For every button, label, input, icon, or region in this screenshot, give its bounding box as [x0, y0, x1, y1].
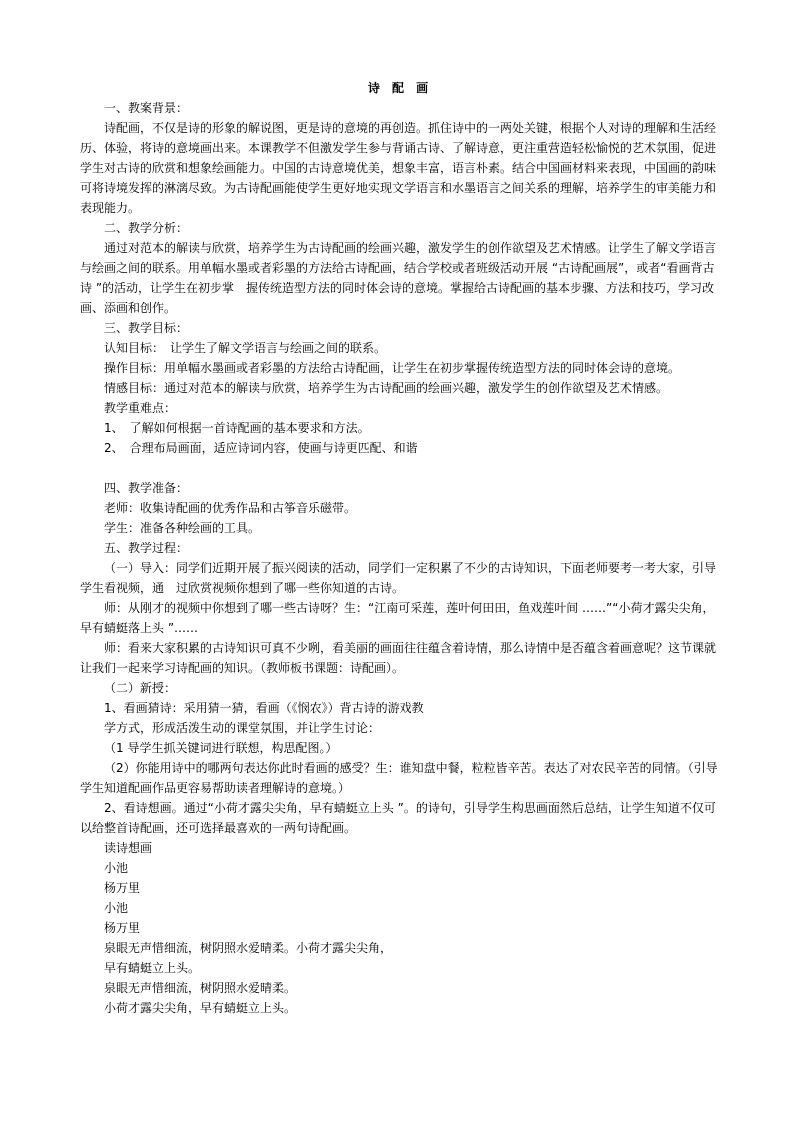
- doc-paragraph: 二、教学分析：: [104, 221, 189, 235]
- doc-paragraph: 杨万里: [104, 881, 141, 895]
- doc-paragraph: 教学重难点：: [104, 401, 177, 415]
- doc-paragraph: 诗配画，不仅是诗的形象的解说图，更是诗的意境的再创造。抓住诗中的一两处关键，根据个人对诗的理解和生活经历、体验，将诗的意境画出来。本课教学不但激发学生参与背诵古诗、了解诗意，更注重营造轻松愉悦的艺术氛围，促进学生对古诗的欣赏和想象绘画能力。中国的古诗意境优美，想象丰富，语言朴素。结合中国画材料来表现，中国画的韵味可将诗境发挥的淋漓尽致。为古诗配画能使学生更好地实现文学语言和水墨语言之间关系的理解，培养学生的审美能力和表现能力。: [80, 121, 717, 215]
- doc-paragraph: 2、看诗想画。通过“小荷才露尖尖角，早有蜻蜓立上头 ”。的诗句，引导学生构思画面然后总结，让学生知道不仅可以给整首诗配画，还可选择最喜欢的一两句诗配画。: [80, 801, 716, 835]
- doc-paragraph: 小池: [104, 861, 129, 875]
- document-page: [80, 78, 720, 1018]
- doc-paragraph: 2、 合理布局画面，适应诗词内容，使画与诗更匹配、和谐: [104, 441, 418, 455]
- doc-paragraph: 小荷才露尖尖角，早有蜻蜓立上头。: [104, 1001, 297, 1015]
- doc-paragraph: 学方式，形成活泼生动的课堂氛围，并让学生讨论：: [104, 721, 381, 735]
- doc-paragraph: （2）你能用诗中的哪两句表达你此时看画的感受？生：谁知盘中餐，粒粒皆辛苦。表达了对农民辛苦的同情。（引导学生知道配画作品更容易帮助读者理解诗的意境。）: [80, 761, 718, 795]
- doc-paragraph: 操作目标：用单幅水墨画或者彩墨的方法给古诗配画，让学生在初步掌握传统造型方法的同时体会诗的意境。: [104, 361, 681, 375]
- doc-body: [80, 98, 720, 1018]
- doc-paragraph: 早有蜻蜓立上头。: [104, 961, 201, 975]
- doc-paragraph: 三、教学目标：: [104, 321, 189, 335]
- doc-paragraph: 五、教学过程：: [104, 541, 189, 555]
- doc-paragraph: 读诗想画: [104, 841, 153, 855]
- doc-paragraph: 认知目标： 让学生了解文学语言与绘画之间的联系。: [104, 341, 387, 355]
- doc-title: 诗 配 画: [367, 81, 433, 95]
- doc-paragraph: 四、教学准备：: [104, 481, 189, 495]
- doc-paragraph: 师：从刚才的视频中你想到了哪一些古诗呀？生：“江南可采莲，莲叶何田田，鱼戏莲叶间 ……”“小荷才露尖尖角，早有蜻蜓落上头 ”……: [80, 601, 715, 635]
- doc-paragraph: （一）导入：同学们近期开展了振兴阅读的活动，同学们一定积累了不少的古诗知识，下面老师要考一考大家，引导学生看视频，通 过欣赏视频你想到了哪一些你知道的古诗。: [80, 561, 717, 595]
- doc-paragraph: 1、 了解如何根据一首诗配画的基本要求和方法。: [104, 421, 370, 435]
- doc-paragraph: 泉眼无声惜细流，树阴照水爱晴柔。小荷才露尖尖角，: [104, 941, 393, 955]
- doc-paragraph: 情感目标：通过对范本的解读与欣赏，培养学生为古诗配画的绘画兴趣，激发学生的创作欲望及艺术情感。: [104, 381, 669, 395]
- doc-paragraph: 学生：准备各种绘画的工具。: [104, 521, 261, 535]
- doc-paragraph: 师：看来大家积累的古诗知识可真不少咧，看美丽的画面往往蕴含着诗情，那么诗情中是否蕴含着画意呢？这节课就让我们一起来学习诗配画的知识。（教师板书课题：诗配画）。: [80, 641, 717, 675]
- doc-paragraph: 1、看画猜诗：采用猜一猜，看画（《悯农》）背古诗的游戏教: [104, 701, 424, 715]
- doc-paragraph: 杨万里: [104, 921, 141, 935]
- blank-line: [80, 458, 720, 478]
- doc-paragraph: 泉眼无声惜细流，树阴照水爱晴柔。: [104, 981, 297, 995]
- doc-paragraph: 通过对范本的解读与欣赏，培养学生为古诗配画的绘画兴趣，激发学生的创作欲望及艺术情感。让学生了解文学语言与绘画之间的联系。用单幅水墨或者彩墨的方法给古诗配画，结合学校或者班级活动开展 “古诗配画展”，或者“看画背古诗 ”的活动，让学生在初步掌 握传统造型方法的同时体会诗的意境。掌握给古诗配画的基本步骤、方法和技巧，学习改画、添画和创作。: [80, 241, 717, 315]
- doc-paragraph: 老师：收集诗配画的优秀作品和古筝音乐磁带。: [104, 501, 357, 515]
- doc-paragraph: （二）新授：: [104, 681, 177, 695]
- doc-paragraph: （1 导学生抓关键词进行联想，构思配图。）: [104, 741, 338, 755]
- doc-paragraph: 一、教案背景：: [104, 101, 189, 115]
- doc-paragraph: 小池: [104, 901, 129, 915]
